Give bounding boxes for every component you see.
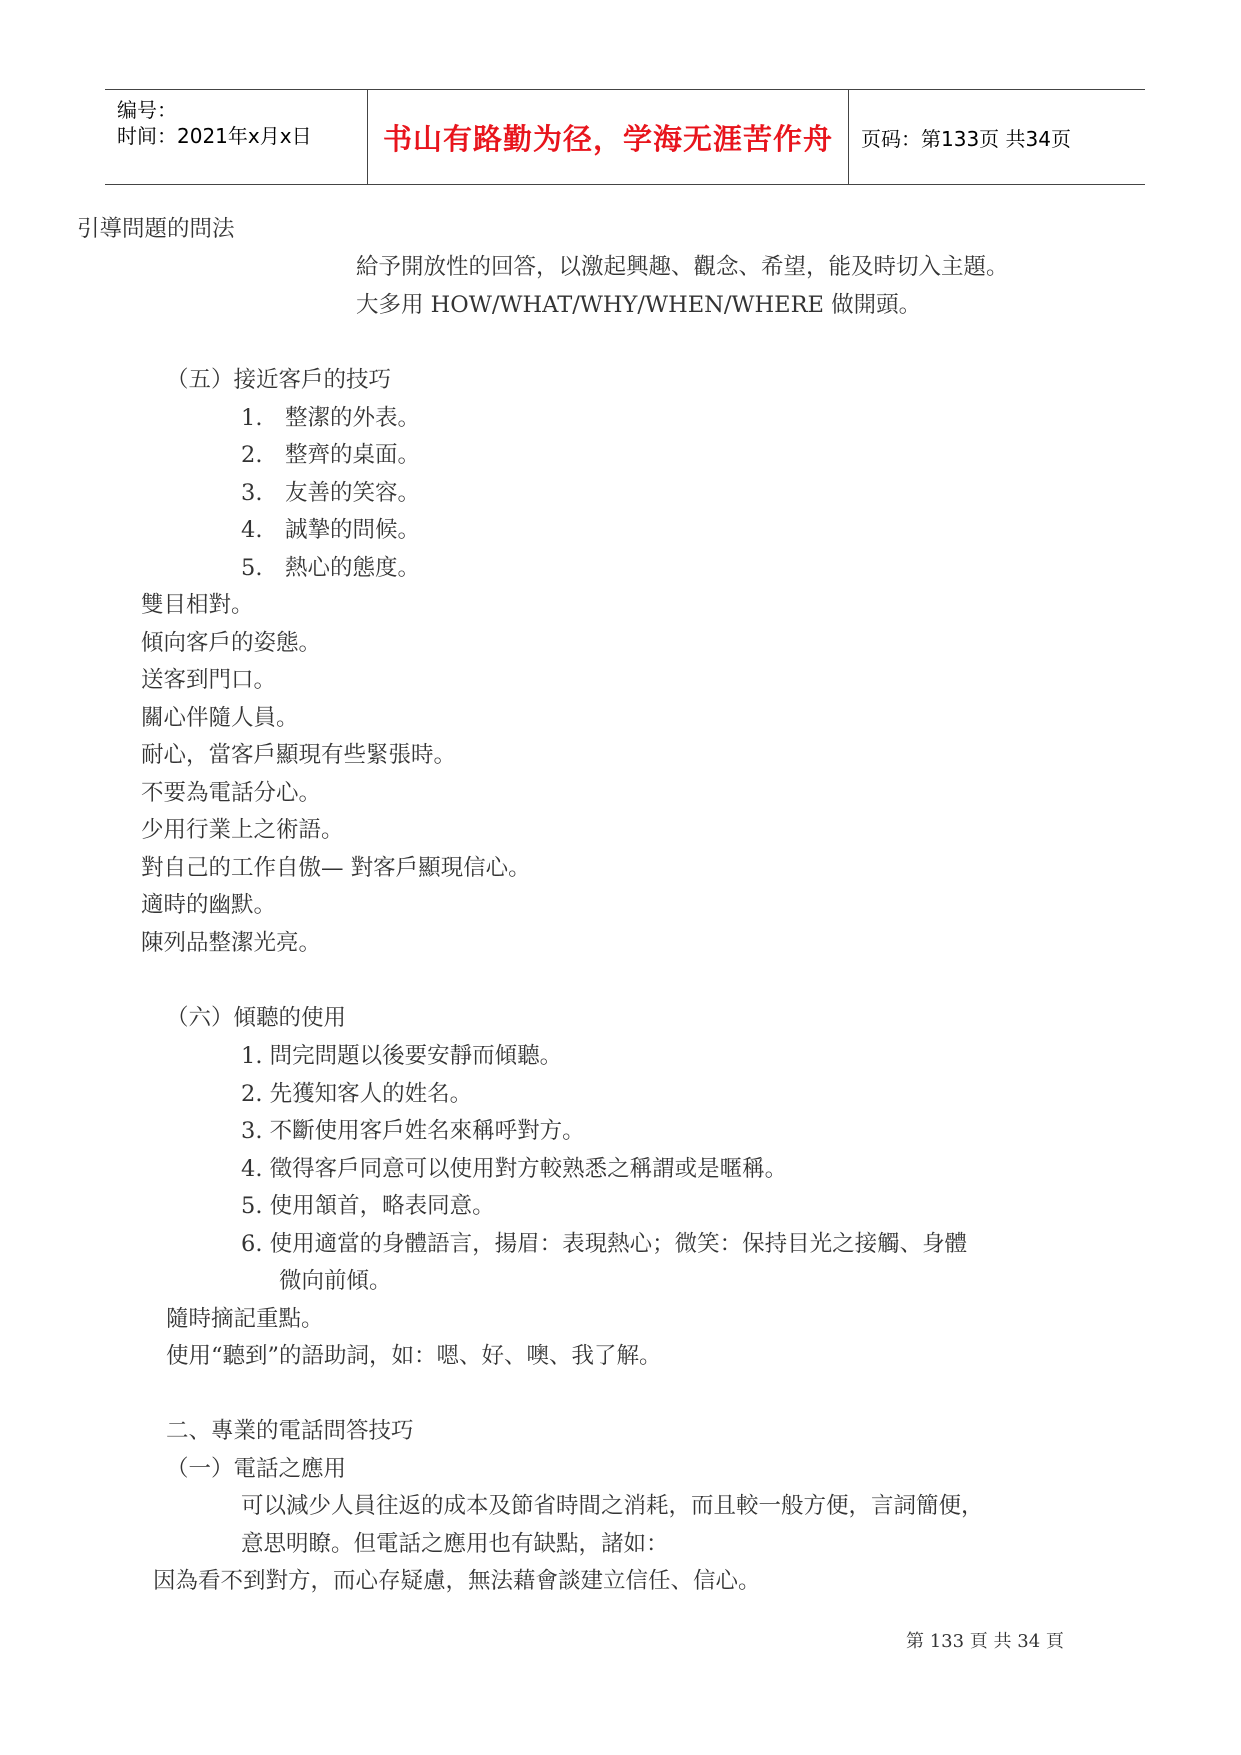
list-item: 6. 使用適當的身體語言，揚眉：表現熱心；微笑：保持目光之接觸、身體 bbox=[241, 1231, 968, 1257]
body-text: 意思明瞭。但電話之應用也有缺點，諸如： bbox=[241, 1531, 669, 1557]
list-item: 2. 整齊的桌面。 bbox=[241, 442, 420, 468]
list-item: 4. 誠摯的問候。 bbox=[241, 517, 420, 543]
header-motto-cell bbox=[367, 90, 849, 184]
list-item-continuation: 微向前傾。 bbox=[279, 1268, 392, 1294]
list-item: 1. 問完問題以後要安靜而傾聽。 bbox=[241, 1043, 563, 1069]
list-item: 不要為電話分心。 bbox=[141, 780, 322, 806]
list-item: 5. 熱心的態度。 bbox=[241, 555, 420, 581]
list-item: 2. 先獲知客人的姓名。 bbox=[241, 1081, 473, 1107]
list-item: 耐心，當客戶顯現有些緊張時。 bbox=[141, 742, 457, 768]
list-item: 陳列品整潔光亮。 bbox=[141, 930, 322, 956]
body-text: 大多用 HOW/WHAT/WHY/WHEN/WHERE 做開頭。 bbox=[356, 292, 922, 318]
page-footer: 第 133 頁 共 34 頁 bbox=[906, 1631, 1064, 1652]
list-item: 關心伴隨人員。 bbox=[141, 705, 299, 731]
subsection-heading: （六）傾聽的使用 bbox=[166, 1005, 347, 1031]
time-label: 时间：2021年x月x日 bbox=[117, 124, 312, 148]
header-meta bbox=[105, 90, 367, 184]
list-item: 傾向客戶的姿態。 bbox=[141, 630, 322, 656]
page-number: 页码：第133页 共34页 bbox=[861, 126, 1071, 151]
list-item: 5. 使用頷首，略表同意。 bbox=[241, 1193, 495, 1219]
section-heading: 引導問題的問法 bbox=[77, 216, 235, 242]
body-text: 給予開放性的回答，以激起興趣、觀念、希望，能及時切入主題。 bbox=[356, 254, 1009, 280]
list-item: 3. 不斷使用客戶姓名來稱呼對方。 bbox=[241, 1118, 585, 1144]
list-item: 1. 整潔的外表。 bbox=[241, 405, 420, 431]
header-page-cell bbox=[847, 90, 1145, 184]
serial-label: 编号： bbox=[117, 98, 177, 122]
subsection-heading: （一）電話之應用 bbox=[166, 1456, 347, 1482]
list-item: 4. 徵得客戶同意可以使用對方較熟悉之稱謂或是暱稱。 bbox=[241, 1156, 788, 1182]
list-item: 對自己的工作自傲— 對客戶顯現信心。 bbox=[141, 855, 531, 881]
motto: 书山有路勤为径，学海无涯苦作舟 bbox=[382, 121, 833, 156]
document-header bbox=[105, 89, 1145, 185]
list-item: 雙目相對。 bbox=[141, 592, 254, 618]
body-text: 可以減少人員往返的成本及節省時間之消耗，而且較一般方便，言詞簡便， bbox=[241, 1493, 984, 1519]
list-item: 適時的幽默。 bbox=[141, 892, 277, 918]
list-item: 使用“聽到”的語助詞，如：嗯、好、噢、我了解。 bbox=[166, 1343, 662, 1369]
list-item: 送客到門口。 bbox=[141, 667, 277, 693]
section-heading: 二、專業的電話問答技巧 bbox=[166, 1418, 414, 1444]
list-item: 少用行業上之術語。 bbox=[141, 817, 344, 843]
list-item: 隨時摘記重點。 bbox=[166, 1306, 324, 1332]
list-item: 3. 友善的笑容。 bbox=[241, 480, 420, 506]
body-text: 因為看不到對方，而心存疑慮，無法藉會談建立信任、信心。 bbox=[153, 1568, 761, 1594]
subsection-heading: （五）接近客戶的技巧 bbox=[166, 367, 392, 393]
